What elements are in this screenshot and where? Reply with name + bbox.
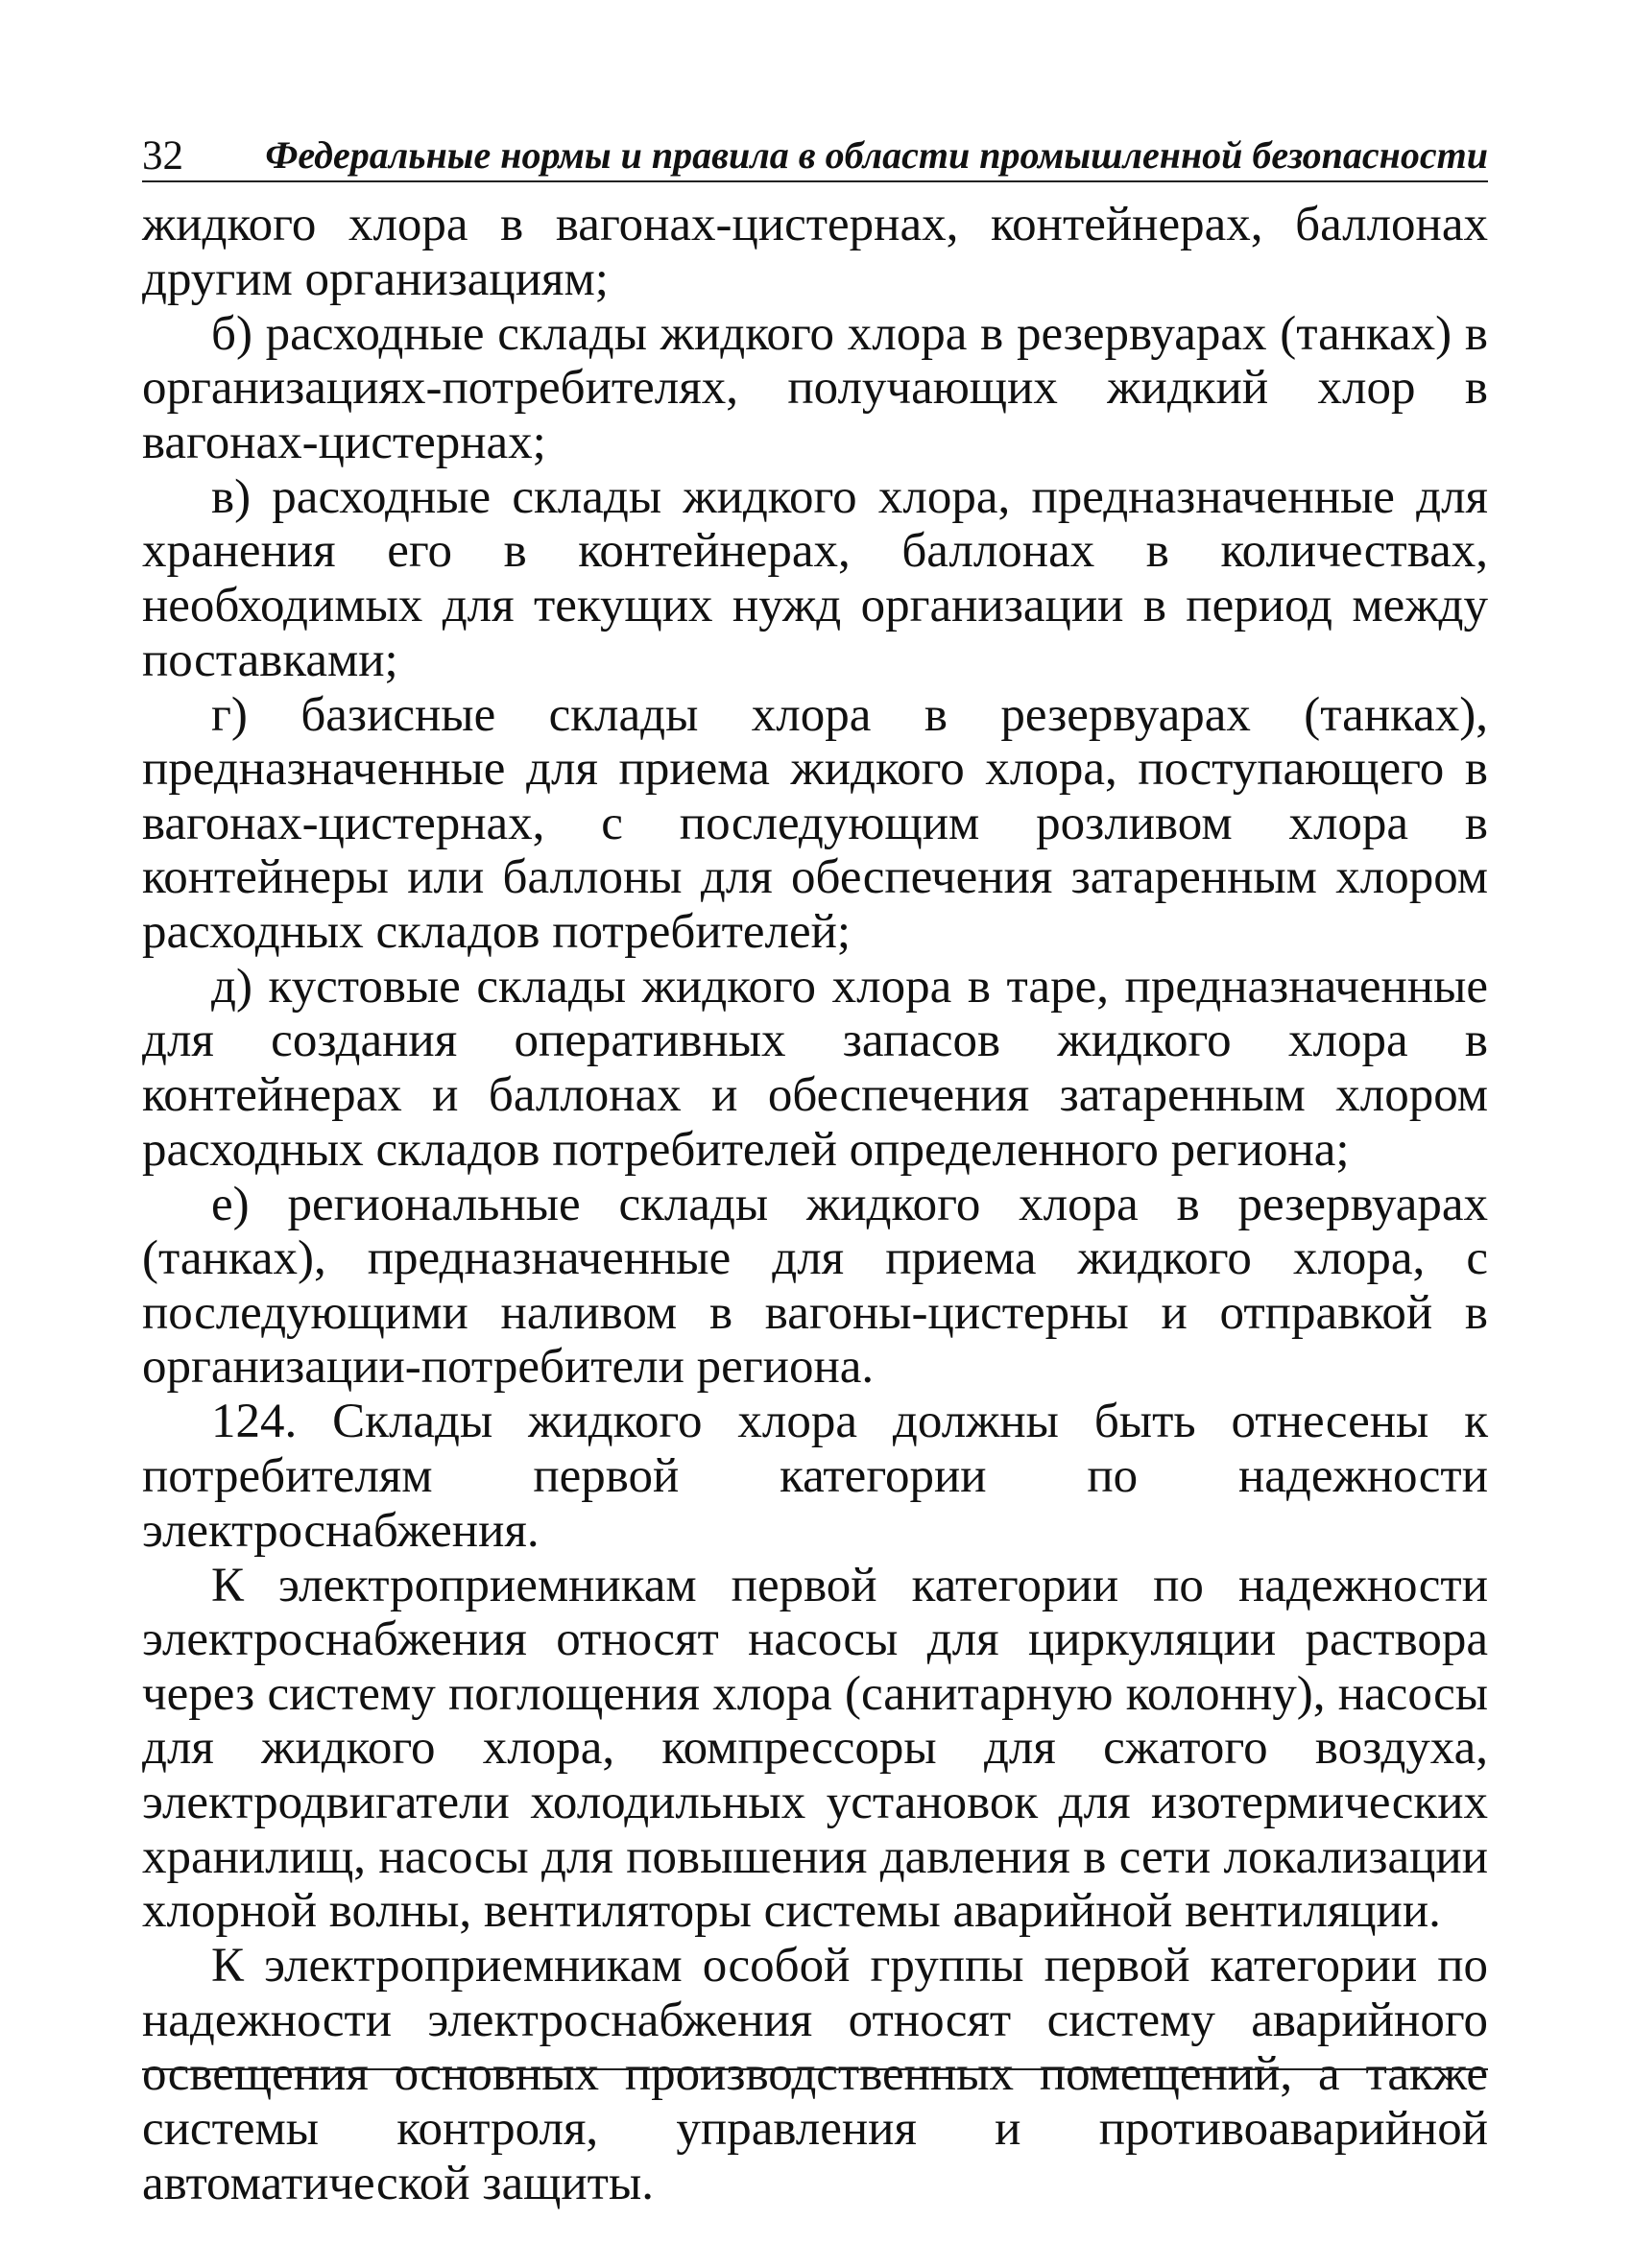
paragraph-continuation: жидкого хлора в вагонах-цистернах, контейнерах, баллонах другим организациям; <box>142 198 1488 306</box>
page-number: 32 <box>142 133 183 179</box>
paragraph-item-e: е) региональные склады жидкого хлора в резервуарах (танках), предназначенные для приема жидкого хлора, с последующими наливом в вагоны-цистерны и отправкой в организации-потребители региона. <box>142 1177 1488 1395</box>
page-body <box>142 198 1488 2210</box>
running-title: Федеральные нормы и правила в области промышленной безопасности <box>265 133 1488 177</box>
paragraph-first-category: К электроприемникам первой категории по надежности электроснабжения относят насосы для циркуляции раствора через систему поглощения хлора (санитарную колонну), насосы для жидкого хлора, компрессоры для сжатого воздуха, электродвигатели холодильных установок для изотермических хранилищ, насосы для повышения давления в сети локализации хлорной волны, вентиляторы системы аварийной вентиляции. <box>142 1558 1488 1939</box>
bottom-rule <box>142 2068 1488 2070</box>
paragraph-item-g: г) базисные склады хлора в резервуарах (танках), предназначенные для приема жидкого хлора, поступающего в вагонах-цистернах, с последующим розливом хлора в контейнеры или баллоны для обеспечения затаренным хлором расходных складов потребителей; <box>142 687 1488 959</box>
paragraph-item-d: д) кустовые склады жидкого хлора в таре, предназначенные для создания оперативных запасов жидкого хлора в контейнерах и баллонах и обеспечения затаренным хлором расходных складов потребителей определенного региона; <box>142 959 1488 1177</box>
page-header <box>142 123 1488 182</box>
paragraph-special-group: К электроприемникам особой группы первой категории по надежности электроснабжения относят систему аварийного освещения основных производственных помещений, а также системы контроля, управления и противоаварийной автоматической защиты. <box>142 1939 1488 2210</box>
paragraph-item-b: б) расходные склады жидкого хлора в резервуарах (танках) в организациях-потребителях, получающих жидкий хлор в вагонах-цистернах; <box>142 306 1488 469</box>
paragraph-clause-124: 124. Склады жидкого хлора должны быть отнесены к потребителям первой категории по надежности электроснабжения. <box>142 1395 1488 1558</box>
paragraph-item-v: в) расходные склады жидкого хлора, предназначенные для хранения его в контейнерах, баллонах в количествах, необходимых для текущих нужд организации в период между поставками; <box>142 469 1488 687</box>
